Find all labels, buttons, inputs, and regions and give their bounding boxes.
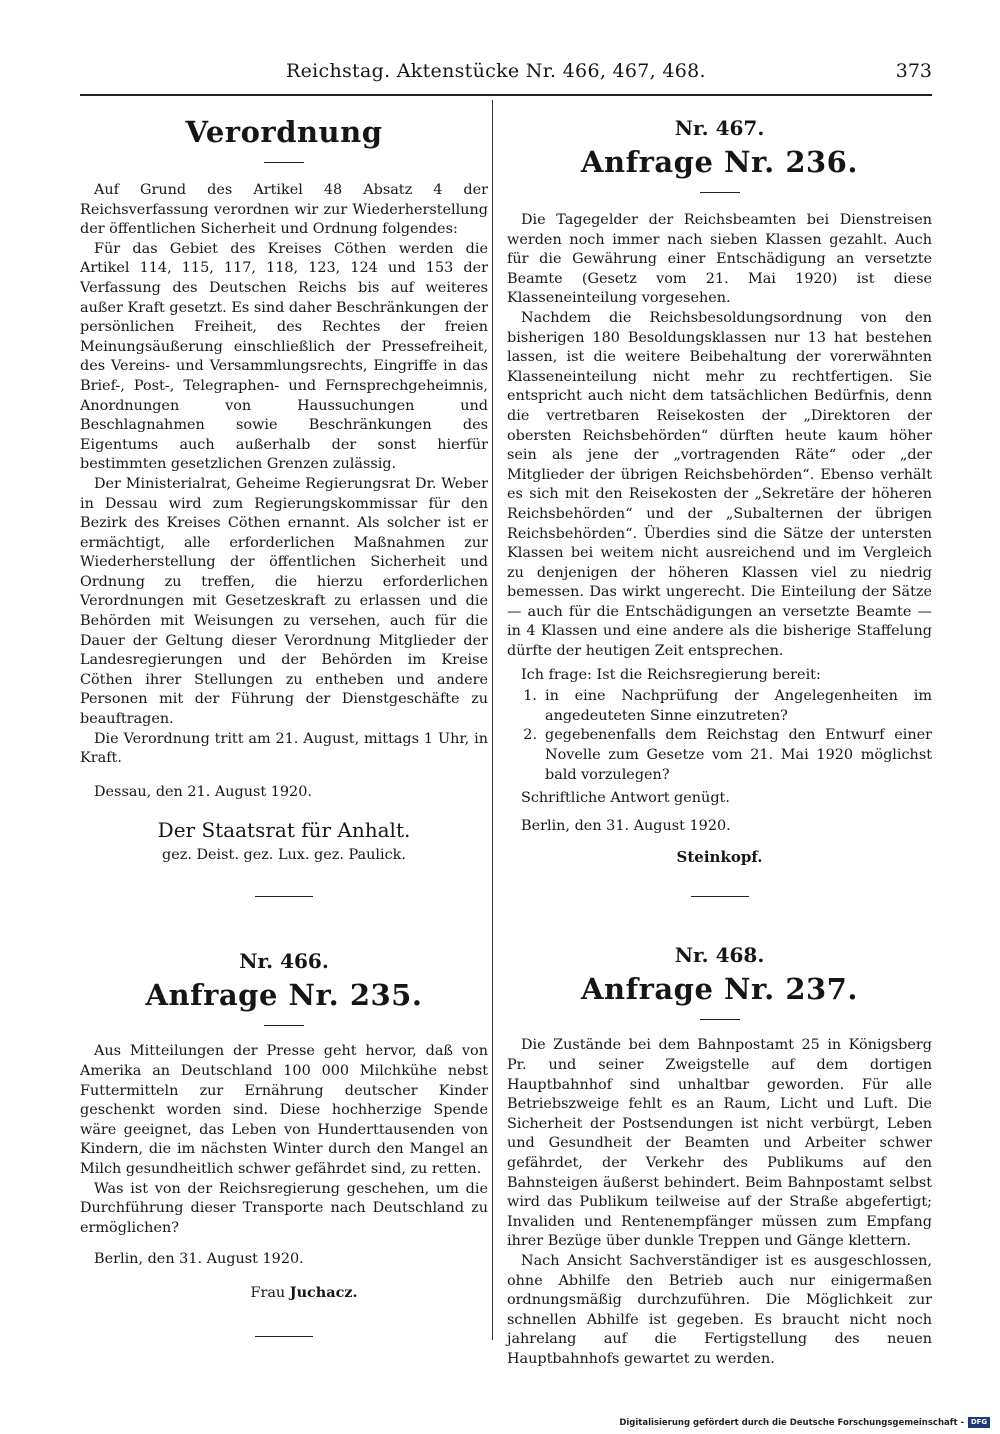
section-rule <box>691 896 749 897</box>
place-date: Berlin, den 31. August 1920. <box>94 1251 304 1268</box>
verordnung-title: Verordnung <box>185 115 383 149</box>
digitization-footer <box>619 1417 990 1428</box>
inquiry-title: Anfrage Nr. 235. <box>145 978 423 1013</box>
place-date: Berlin, den 31. August 1920. <box>521 817 731 834</box>
item-text: gegebenenfalls dem Reichstag den Entwurf einer Novelle zum Gesetze vom 21. Mai 1920 möglichst bald vorzulegen? <box>545 727 932 783</box>
list-item <box>507 687 932 726</box>
verordnung-section <box>80 112 488 897</box>
paragraph: Nach Ansicht Sachverständiger ist es ausgeschlossen, ohne Abhilfe den Betrieb auch nur einigermaßen ordnungsmäßig durchzuführen. Die Möglichkeit zur schnellen Abhilfe ist gegeben. Es braucht nicht noch jahrelang auf die Fertigstellung des neuen Hauptbahnhofs gewartet zu werden. <box>507 1252 932 1367</box>
dfg-logo-icon: DFG <box>968 1417 990 1428</box>
item-number: 2. <box>523 727 537 744</box>
right-column <box>507 100 932 1370</box>
signatures: gez. Deist. gez. Lux. gez. Paulick. <box>162 847 406 864</box>
title-rule <box>700 1019 740 1020</box>
paragraph: Was ist von der Reichsregierung geschehen, um die Durchführung dieser Transporte nach Deutschland zu ermöglichen? <box>80 1180 488 1236</box>
paragraph: Die Verordnung tritt am 21. August, mittags 1 Uhr, in Kraft. <box>80 730 488 767</box>
paragraph: Für das Gebiet des Kreises Cöthen werden die Artikel 114, 115, 117, 118, 123, 124 und 153 der Verfassung des Deutschen Reichs bis auf weiteres außer Kraft gesetzt. Es sind daher Beschränkungen der persönlichen Freiheit, des Rechtes der freien Meinungsäußerung einschließlich der Pressefreiheit, des Vereins- und Versammlungsrechts, Eingriffe in das Brief-, Post-, Telegraphen- und Fernsprechgeheimnis, Anordnungen von Haussuchungen und Beschlagnahmen sowie Beschränkungen des Eigentums auch außerhalb der sonst hierfür bestimmten gesetzlichen Grenzen zulässig. <box>80 240 488 473</box>
paragraph: Die Zustände bei dem Bahnpostamt 25 in Königsberg Pr. und seiner Zweigstelle auf dem dortigen Hauptbahnhof sind unhaltbar geworden. Für alle Betriebszweige fehlt es an Raum, Licht und Luft. Die Sicherheit der Postsendungen ist nicht verbürgt, Leben und Gesundheit der Beamten und Arbeiter schwer gefährdet, der Verkehr des Publikums auf den Bahnsteigen äußerst behindert. Beim Bahnpostamt selbst wird das Publikum teilweise auf der Straße abgefertigt; Invaliden und Rentenempfänger müssen zum Empfang ihrer Bezüge über dunkle Treppen und Gänge klettern. <box>507 1037 932 1250</box>
running-header <box>80 58 932 96</box>
nr467-section <box>507 114 932 897</box>
signer-name: Steinkopf. <box>676 848 763 867</box>
place-date: Dessau, den 21. August 1920. <box>94 783 312 800</box>
title-rule <box>264 1025 304 1026</box>
paragraph: Der Ministerialrat, Geheime Regierungsrat Dr. Weber in Dessau wird zum Regierungskommissar für den Bezirk des Kreises Cöthen ernannt. Als solcher ist er ermächtigt, alle erforderlichen Maßnahmen zur Wiederherstellung der öffentlichen Sicherheit und Ordnung zu treffen, die hierzu erforderlichen Verordnungen mit Gesetzeskraft zu erlassen und die Behörden mit Weisungen zu versehen, auch für die Dauer der Geltung dieser Verordnung Mitglieder der Landesregierungen und der Behörden im Kreise Cöthen ihrer Stellungen zu entheben und andere Personen mit der Führung der Dienstgeschäfte zu beauftragen. <box>80 475 488 728</box>
title-rule <box>264 162 304 163</box>
signature <box>80 1282 488 1304</box>
column-divider <box>492 100 493 1340</box>
header-title: Reichstag. Aktenstücke Nr. 466, 467, 468. <box>286 60 706 82</box>
title-rule <box>700 192 740 193</box>
paragraph: Nachdem die Reichsbesoldungsordnung von den bisherigen 180 Besoldungsklassen nur 13 hat bestehen lassen, ist die weitere Beibehaltung der vorerwähnten Klasseneinteilung nicht mehr zu rechtfertigen. Sie entspricht auch nicht dem tatsächlichen Bedürfnis, denn die vertretbaren Reisekosten der „Direktoren der obersten Reichsbehörden“ dürften heute kaum höher sein als jene der „vortragenden Räte“ oder „der Mitglieder der übrigen Reichsbehörden“. Ebenso verhält es sich mit den Reisekosten der „Sekretäre der höheren Reichsbehörden“ und der „Subalternen der übrigen Reichsbehörden“. Überdies sind die Sätze der untersten Klassen bei weitem nicht ausreichend und im Vergleich zu denjenigen der höheren Klassen viel zu niedrig bemessen. Das wirkt ungerecht. Die Einteilung der Sätze — auch für die Entschädigungen an versetzte Beamte — in 4 Klassen und eine andere als die bisherige Staffelung dürfte der heutigen Zeit entsprechen. <box>507 309 932 660</box>
note: Schriftliche Antwort genügt. <box>521 790 730 807</box>
signer-prefix: Frau <box>250 1284 286 1301</box>
paragraph: Ich frage: Ist die Reichsregierung bereit: <box>521 666 821 683</box>
paragraph: Aus Mitteilungen der Presse geht hervor, daß von Amerika an Deutschland 100 000 Milchkühe nebst Futtermitteln zur Ernährung deutscher Kinder geschenkt worden sind. Diese hochherzige Spende wäre geeignet, das Leben von Hunderttausenden von Kindern, die im nächsten Winter durch den Mangel an Milch gesundheitlich schwer gefährdet sind, zu retten. <box>80 1043 488 1177</box>
item-number: 1. <box>523 688 537 705</box>
paragraph: Auf Grund des Artikel 48 Absatz 4 der Reichsverfassung verordnen wir zur Wiederherstellung der öffentlichen Sicherheit und Ordnung folgendes: <box>80 182 488 238</box>
signer-name: Juchacz. <box>289 1283 358 1301</box>
document-number: Nr. 468. <box>674 943 765 968</box>
signature-title: Der Staatsrat für Anhalt. <box>157 818 411 843</box>
nr466-section <box>80 947 488 1337</box>
inquiry-title: Anfrage Nr. 236. <box>581 145 858 179</box>
paragraph: Die Tagegelder der Reichsbeamten bei Dienstreisen werden noch immer nach sieben Klassen gezahlt. Auch für die Gewährung einer Entschädigung an versetzte Beamte (Gesetz vom 21. Mai 1920) ist diese Klasseneinteilung vorgesehen. <box>507 212 932 307</box>
nr468-section <box>507 941 932 1369</box>
document-number: Nr. 467. <box>674 116 765 140</box>
page-number: 373 <box>895 60 932 82</box>
item-text: in eine Nachprüfung der Angelegenheiten im angedeuteten Sinne einzutreten? <box>545 688 932 724</box>
left-column <box>80 100 488 1337</box>
list-item <box>507 726 932 785</box>
section-rule <box>255 1336 313 1337</box>
footer-text: Digitalisierung gefördert durch die Deutsche Forschungsgemeinschaft - <box>619 1417 964 1428</box>
section-rule <box>255 896 313 897</box>
question-list <box>507 687 932 785</box>
document-number: Nr. 466. <box>239 949 329 974</box>
inquiry-title: Anfrage Nr. 237. <box>581 972 858 1007</box>
